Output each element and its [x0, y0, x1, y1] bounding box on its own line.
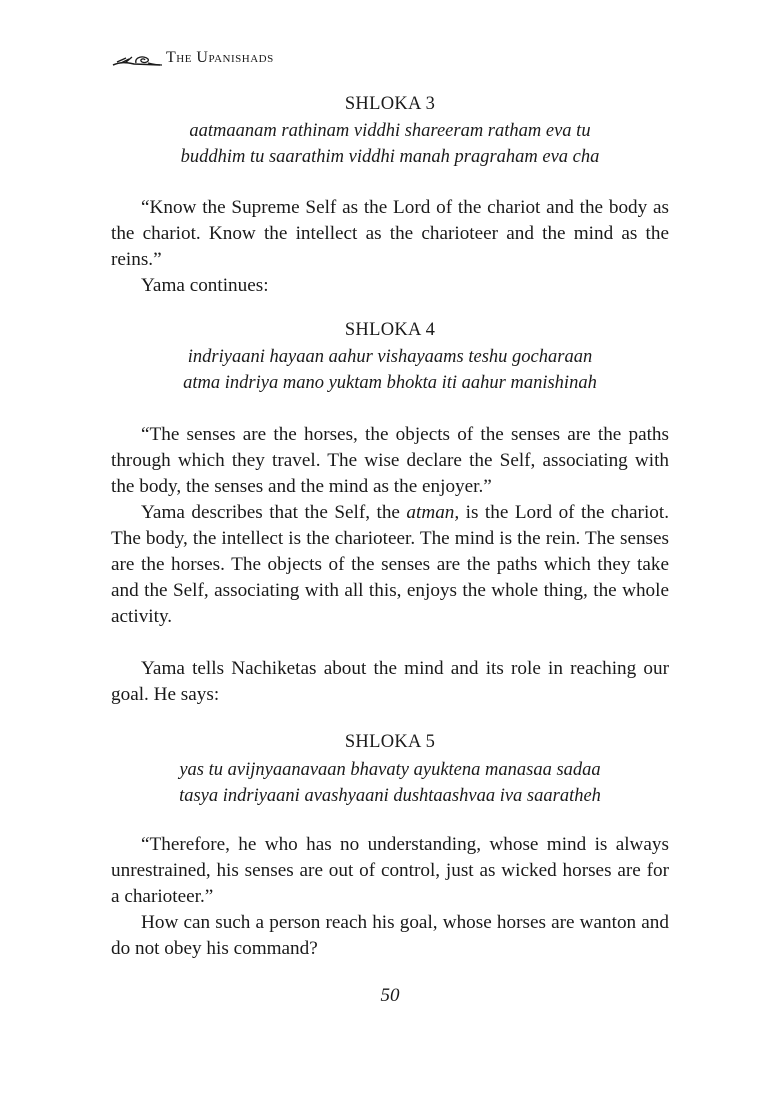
verse-line: aatmaanam rathinam viddhi shareeram ratham eva tu — [189, 121, 591, 141]
verse-line: atma indriya mano yuktam bhokta iti aahur manishinah — [183, 373, 597, 393]
verse-line: buddhim tu saarathim viddhi manah pragraham eva cha — [180, 147, 600, 167]
shloka-4-verse — [0, 344, 780, 396]
verse-line: tasya indriyaani avashyaani dushtaashvaa iva saaratheh — [179, 786, 601, 806]
running-head-title: The Upanishads — [166, 49, 274, 66]
paragraph — [111, 500, 669, 630]
shloka-5-verse — [0, 757, 780, 809]
paragraph: Yama continues: — [141, 275, 269, 296]
paragraph: Yama tells Nachiketas about the mind and its role in reaching our goal. He says: — [111, 658, 669, 705]
shloka-3-commentary — [111, 195, 669, 299]
running-head — [112, 49, 274, 67]
paragraph: “Know the Supreme Self as the Lord of the chariot and the body as the chariot. Know the intellect as the charioteer and the mind as the reins.” — [111, 197, 669, 270]
text-run: Yama describes that the Self, the — [141, 502, 407, 523]
shloka-3-title: SHLOKA 3 — [344, 94, 436, 114]
flourish-ornament-icon — [112, 53, 164, 67]
italic-term: atman, — [406, 502, 460, 523]
shloka-5-title: SHLOKA 5 — [344, 732, 436, 752]
verse-line: yas tu avijnyaanavaan bhavaty ayuktena manasaa sadaa — [179, 760, 601, 780]
shloka-4-commentary — [111, 422, 669, 708]
paragraph: How can such a person reach his goal, whose horses are wanton and do not obey his command? — [111, 912, 669, 959]
text-run: is the Lord of the chariot. The body, the intellect is the charioteer. The mind is the rein. The senses are the horses. The objects of the senses are the paths which they take and the Self, associating with all this, enjoys the whole thing, the whole activity. — [111, 502, 669, 627]
shloka-3-verse — [0, 118, 780, 170]
verse-line: indriyaani hayaan aahur vishayaams teshu gocharaan — [187, 347, 593, 367]
paragraph: “Therefore, he who has no understanding, whose mind is always unrestrained, his senses are out of control, just as wicked horses are for a charioteer.” — [111, 834, 669, 907]
shloka-4-title: SHLOKA 4 — [344, 320, 436, 340]
page-number: 50 — [380, 985, 400, 1006]
paragraph: “The senses are the horses, the objects of the senses are the paths through which they travel. The wise declare the Self, associating with the body, the senses and the mind as the enjoyer.” — [111, 424, 669, 497]
shloka-5-commentary — [111, 832, 669, 962]
